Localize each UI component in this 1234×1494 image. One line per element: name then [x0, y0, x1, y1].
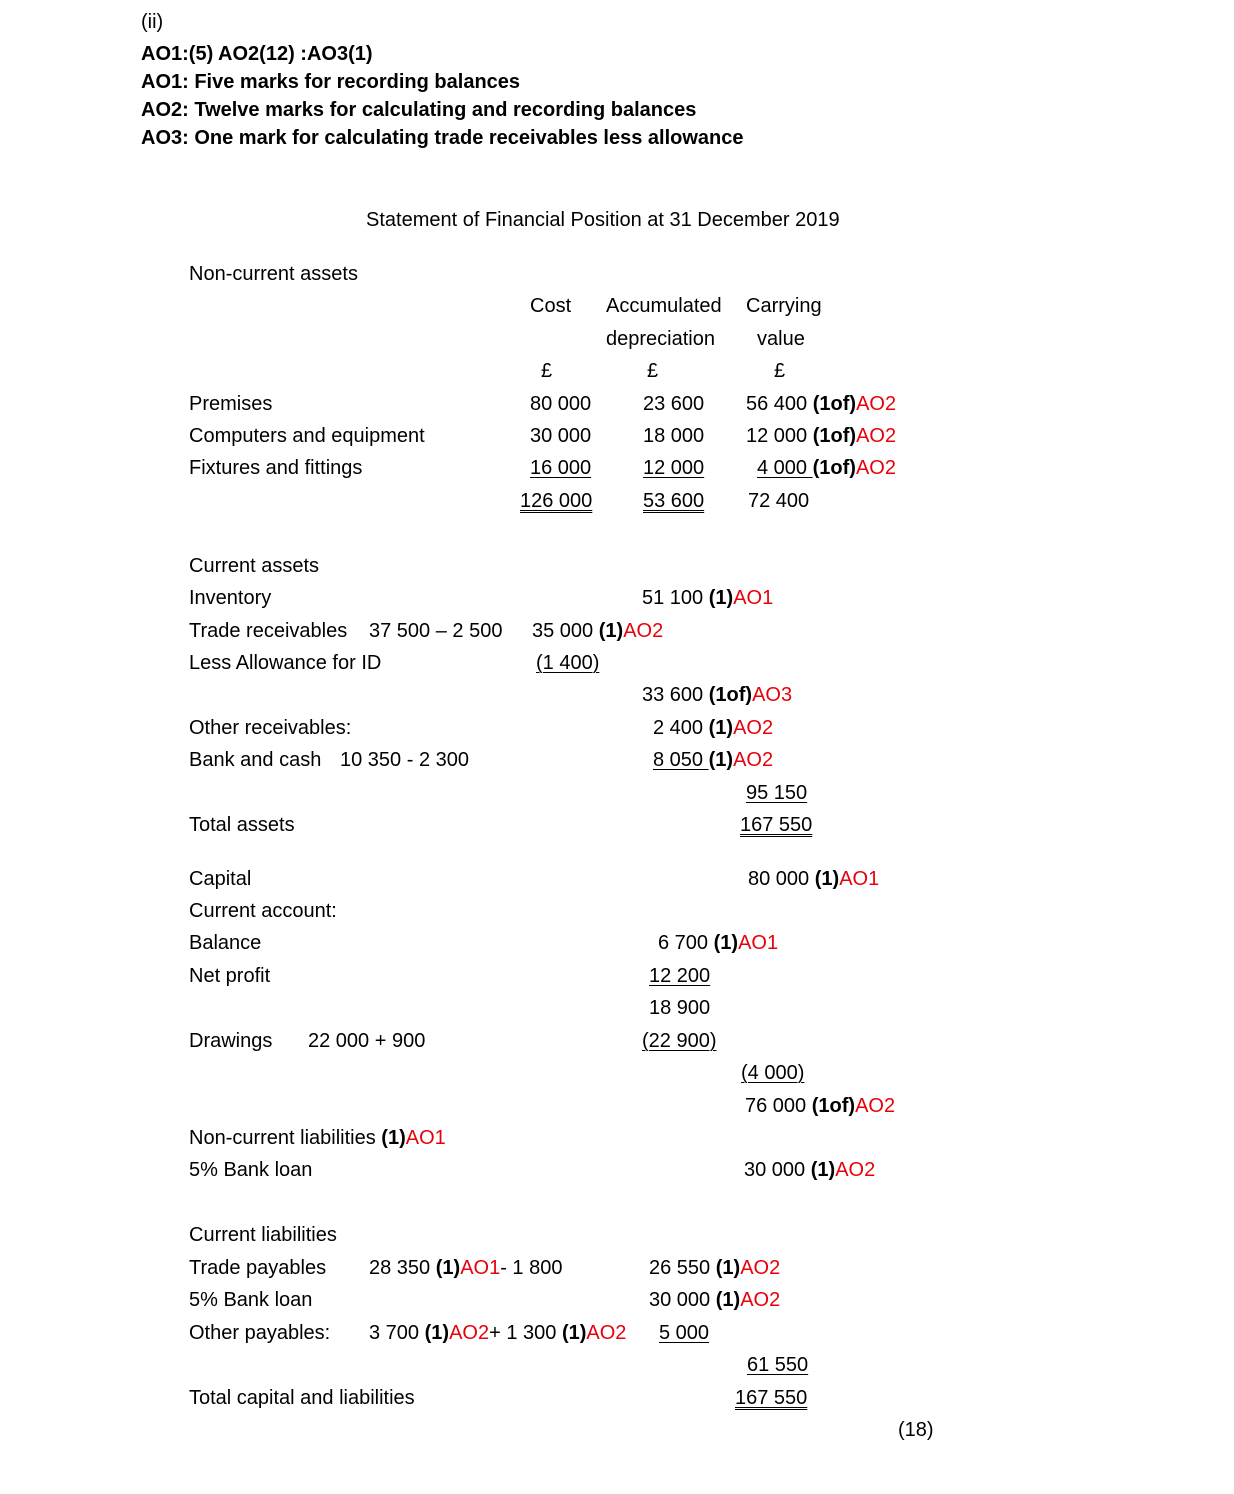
drawings-label: Drawings — [189, 1030, 273, 1052]
net-receivables-value: 33 600 (1of)AO3 — [642, 684, 793, 706]
ao2-note: AO2: Twelve marks for calculating and recording balances — [141, 99, 697, 121]
trade-payables-label: Trade payables — [189, 1257, 327, 1279]
balance-value: 6 700 (1)AO1 — [658, 932, 779, 954]
nca-total-cost: 126 000 — [520, 490, 593, 512]
trade-receivables-label: Trade receivables — [189, 620, 348, 642]
bank-cash-value: 8 050 (1)AO2 — [653, 749, 774, 771]
col-accumulated: Accumulated — [606, 295, 722, 317]
ncl-bank-loan-value: 30 000 (1)AO2 — [744, 1159, 876, 1181]
trade-receivables-value: 35 000 (1)AO2 — [532, 620, 664, 642]
nca-heading: Non-current assets — [189, 263, 358, 285]
computers-cost: 30 000 — [530, 425, 592, 447]
capital-total: 76 000 (1of)AO2 — [745, 1095, 896, 1117]
premises-cost: 80 000 — [530, 393, 592, 415]
fixtures-dep: 12 000 — [643, 457, 705, 479]
other-receivables-value: 2 400 (1)AO2 — [653, 717, 774, 739]
allowance-value: (1 400) — [536, 652, 600, 674]
drawings-calc: 22 000 + 900 — [308, 1030, 426, 1052]
ncl-bank-loan-label: 5% Bank loan — [189, 1159, 313, 1181]
total-cl-label: Total capital and liabilities — [189, 1387, 415, 1409]
ca-heading: Current assets — [189, 555, 320, 577]
capital-value: 80 000 (1)AO1 — [748, 868, 880, 890]
cl-heading: Current liabilities — [189, 1224, 337, 1246]
net-current-value: (4 000) — [741, 1062, 805, 1084]
fixtures-cv: 4 000 (1of)AO2 — [757, 457, 896, 479]
cl-subtotal: 61 550 — [747, 1354, 809, 1376]
inventory-value: 51 100 (1)AO1 — [642, 587, 774, 609]
drawings-value: (22 900) — [642, 1030, 717, 1052]
total-assets-label: Total assets — [189, 814, 295, 836]
nca-total-dep: 53 600 — [643, 490, 705, 512]
col-value: value — [757, 328, 805, 350]
currency-dep: £ — [647, 360, 659, 382]
net-profit-label: Net profit — [189, 965, 271, 987]
col-cost: Cost — [530, 295, 572, 317]
computers-label: Computers and equipment — [189, 425, 425, 447]
marks-summary: AO1:(5) AO2(12) :AO3(1) — [141, 43, 373, 65]
trade-receivables-calc: 37 500 – 2 500 — [369, 620, 503, 642]
capital-subtotal: 18 900 — [649, 997, 711, 1019]
bank-cash-label: Bank and cash — [189, 749, 322, 771]
fixtures-label: Fixtures and fittings — [189, 457, 363, 479]
computers-cv: 12 000 (1of)AO2 — [746, 425, 897, 447]
inventory-label: Inventory — [189, 587, 272, 609]
balance-label: Balance — [189, 932, 262, 954]
net-profit-value: 12 200 — [649, 965, 711, 987]
other-payables-value: 5 000 — [659, 1322, 710, 1344]
fixtures-cost: 16 000 — [530, 457, 592, 479]
cl-bank-loan-label: 5% Bank loan — [189, 1289, 313, 1311]
col-carrying: Carrying — [746, 295, 822, 317]
total-assets-value: 167 550 — [740, 814, 813, 836]
other-payables-label: Other payables: — [189, 1322, 331, 1344]
part-label: (ii) — [141, 11, 164, 33]
premises-cv: 56 400 (1of)AO2 — [746, 393, 897, 415]
nca-total-cv: 72 400 — [748, 490, 810, 512]
page-title: Statement of Financial Position at 31 December 2019 — [366, 209, 840, 231]
currency-cv: £ — [774, 360, 786, 382]
cl-bank-loan-value: 30 000 (1)AO2 — [649, 1289, 781, 1311]
premises-label: Premises — [189, 393, 273, 415]
trade-payables-value: 26 550 (1)AO2 — [649, 1257, 781, 1279]
col-depreciation: depreciation — [606, 328, 715, 350]
other-payables-calc: 3 700 (1)AO2+ 1 300 (1)AO2 — [369, 1322, 627, 1344]
ncl-heading: Non-current liabilities (1)AO1 — [189, 1127, 446, 1149]
trade-payables-calc: 28 350 (1)AO1- 1 800 — [369, 1257, 563, 1279]
other-receivables-label: Other receivables: — [189, 717, 352, 739]
computers-dep: 18 000 — [643, 425, 705, 447]
current-account-label: Current account: — [189, 900, 337, 922]
capital-label: Capital — [189, 868, 252, 890]
currency-cost: £ — [541, 360, 553, 382]
ao1-note: AO1: Five marks for recording balances — [141, 71, 521, 93]
ao3-note: AO3: One mark for calculating trade receivables less allowance — [141, 127, 744, 149]
total-cl-value: 167 550 — [735, 1387, 808, 1409]
ca-subtotal: 95 150 — [746, 782, 808, 804]
bank-cash-calc: 10 350 - 2 300 — [340, 749, 469, 771]
premises-dep: 23 600 — [643, 393, 705, 415]
total-marks: (18) — [898, 1419, 934, 1441]
allowance-label: Less Allowance for ID — [189, 652, 382, 674]
